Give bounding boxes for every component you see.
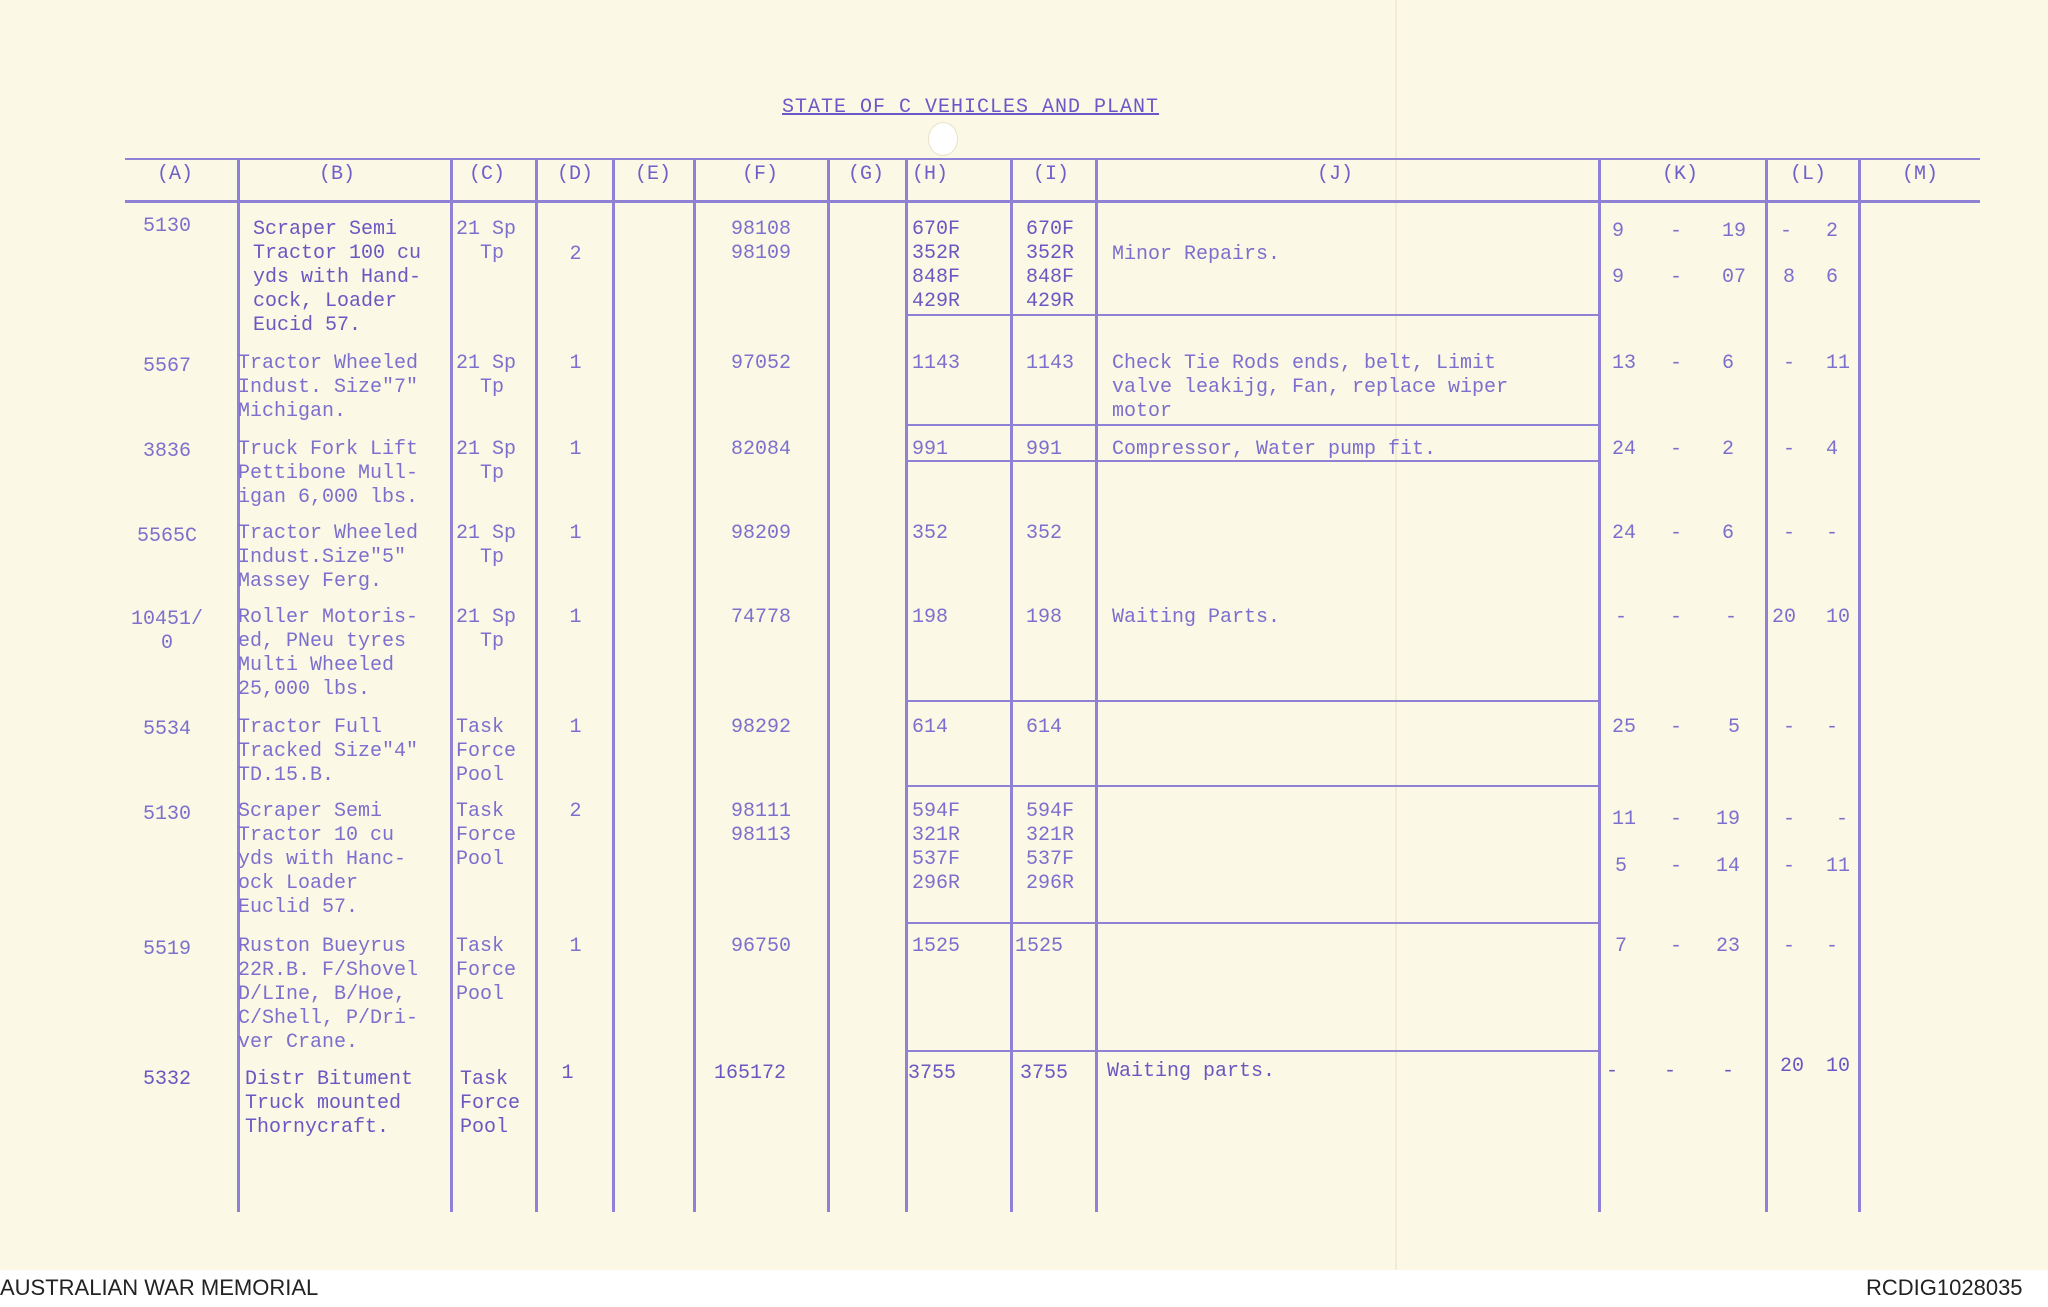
col-header-h: (H) [911,163,948,186]
cell-a: 5519 [142,938,191,961]
cell-k2: 2 [1722,438,1735,461]
col-header-c: (C) [468,163,505,186]
cell-b: Scraper Semi Tractor 100 cu yds with Hand- cock, Loader Eucid 57. [253,218,422,337]
cell-k1: 25 [1612,716,1637,739]
cell-f: 97052 [730,352,791,375]
cell-j: Minor Repairs. [1112,243,1281,266]
dash: - [1670,266,1683,289]
col-rule-m [1858,160,1861,1212]
cell-i: 991 [1026,438,1063,461]
cell-c: 21 Sp Tp [456,606,517,653]
cell-b: Distr Bitument Truck mounted Thornycraft. [245,1068,414,1139]
cell-b: Tractor Full Tracked Size"4" TD.15.B. [238,716,419,787]
dash: - [1783,352,1796,375]
cell-b: Roller Motoris- ed, PNeu tyres Multi Wheeled 25,000 lbs. [238,606,419,701]
cell-c: Task Force Pool [456,716,517,787]
cell-c: 21 Sp Tp [456,522,517,569]
col-rule-f [693,160,696,1212]
col-rule-g [827,160,830,1212]
cell-i: 1143 [1026,352,1075,375]
col-header-i: (I) [1032,163,1069,186]
cell-i: 670F 352R 848F 429R [1026,218,1075,313]
dash: - [1670,808,1683,831]
cell-k1: - [1606,1060,1619,1083]
cell-l1b: 8 [1783,266,1796,289]
col-rule-k [1598,160,1601,1212]
cell-j: Waiting parts. [1107,1060,1276,1083]
cell-l1: - [1783,716,1796,739]
cell-c: 21 Sp Tp [456,352,517,399]
col-header-d: (D) [556,163,593,186]
dash: - [1664,1060,1677,1083]
cell-f: 74778 [730,606,791,629]
dash: - [1670,522,1683,545]
col-rule-d [535,160,538,1212]
cell-k1: 11 [1612,808,1637,831]
cell-d: 2 [569,800,582,823]
cell-k2: - [1722,1060,1735,1083]
cell-l2: 10 [1826,1055,1851,1078]
cell-d: 1 [561,1062,574,1085]
row-rule [905,700,1598,702]
cell-k2b: 07 [1722,266,1747,289]
row-rule [905,314,1598,316]
footer-left: AUSTRALIAN WAR MEMORIAL [0,1275,319,1300]
punch-hole [928,122,958,156]
cell-l2: 10 [1826,606,1851,629]
cell-h: 1143 [912,352,961,375]
col-header-b: (B) [318,163,355,186]
cell-i: 3755 [1020,1062,1069,1085]
cell-a: 5567 [142,355,191,378]
cell-k2: 6 [1722,522,1735,545]
cell-a: 5130 [142,215,191,238]
cell-h: 670F 352R 848F 429R [912,218,961,313]
cell-d: 1 [569,935,582,958]
cell-l2: - [1826,522,1839,545]
cell-f: 98108 98109 [730,218,791,265]
cell-d: 1 [569,606,582,629]
col-header-g: (G) [847,163,884,186]
col-rule-h [905,160,908,1212]
col-header-l: (L) [1789,163,1826,186]
cell-k1b: 5 [1615,855,1628,878]
cell-k1: 13 [1612,352,1637,375]
dash: - [1670,606,1683,629]
cell-f: 98111 98113 [730,800,791,847]
cell-b: Truck Fork Lift Pettibone Mull- igan 6,000 lbs. [238,438,419,509]
dash: - [1783,438,1796,461]
cell-j: Waiting Parts. [1112,606,1281,629]
cell-l1: - [1783,808,1796,831]
cell-l2: 4 [1826,438,1839,461]
cell-d: 1 [569,522,582,545]
col-header-e: (E) [634,163,671,186]
cell-a: 5565C [136,525,197,548]
cell-i: 352 [1026,522,1063,545]
col-header-f: (F) [741,163,778,186]
dash: - [1780,220,1793,243]
paper-fold [1395,0,1397,1270]
row-rule [905,922,1598,924]
col-rule-j [1095,160,1098,1212]
col-rule-c [450,160,453,1212]
cell-i: 1525 [1015,935,1064,958]
cell-k2: 5 [1728,716,1741,739]
row-rule [905,785,1598,787]
cell-l1: - [1783,935,1796,958]
footer-right: RCDIG1028035 [1866,1275,2023,1300]
cell-i: 198 [1026,606,1063,629]
col-rule-l [1765,160,1768,1212]
cell-j: Check Tie Rods ends, belt, Limit valve leakijg, Fan, replace wiper motor [1112,352,1509,423]
cell-k1: 9 [1612,220,1625,243]
cell-d: 1 [569,438,582,461]
cell-c: Task Force Pool [460,1068,521,1139]
cell-b: Ruston Bueyrus 22R.B. F/Shovel D/LIne, B/Hoe, C/Shell, P/Dri- ver Crane. [238,935,419,1054]
cell-k1: - [1615,606,1628,629]
cell-c: Task Force Pool [456,800,517,871]
cell-d: 2 [569,243,582,266]
document-title: STATE OF C VEHICLES AND PLANT [782,96,1160,119]
cell-h: 352 [912,522,949,545]
cell-i: 594F 321R 537F 296R [1026,800,1075,895]
cell-a: 5130 [142,803,191,826]
dash: - [1670,352,1683,375]
row-rule [905,1050,1598,1052]
cell-f: 82084 [730,438,791,461]
cell-c: 21 Sp Tp [456,218,517,265]
cell-l2b: 6 [1826,266,1839,289]
cell-l2: - [1826,716,1839,739]
cell-h: 991 [912,438,949,461]
row-rule [905,424,1598,426]
cell-h: 198 [912,606,949,629]
cell-b: Tractor Wheeled Indust.Size"5" Massey Ferg. [238,522,419,593]
cell-b: Scraper Semi Tractor 10 cu yds with Hanc- ock Loader Euclid 57. [238,800,407,919]
cell-l1: - [1783,522,1796,545]
cell-j: Compressor, Water pump fit. [1112,438,1437,461]
header-bottom-rule [125,200,1980,203]
col-rule-i [1010,160,1013,1212]
cell-k2: 23 [1716,935,1741,958]
cell-l2: - [1836,808,1849,831]
cell-h: 614 [912,716,949,739]
col-rule-e [612,160,615,1212]
col-header-j: (J) [1316,163,1353,186]
cell-k2: 19 [1722,220,1747,243]
col-header-k: (K) [1661,163,1698,186]
dash: - [1670,220,1683,243]
cell-a: 5534 [142,718,191,741]
cell-l1: 20 [1772,606,1797,629]
cell-l2: - [1826,935,1839,958]
dash: - [1670,716,1683,739]
cell-c: 21 Sp Tp [456,438,517,485]
cell-c: Task Force Pool [456,935,517,1006]
cell-a: 10451/ 0 [130,608,203,655]
dash: - [1670,855,1683,878]
cell-i: 614 [1026,716,1063,739]
cell-a: 5332 [142,1068,191,1091]
cell-f: 96750 [730,935,791,958]
cell-h: 594F 321R 537F 296R [912,800,961,895]
cell-k1: 24 [1612,522,1637,545]
cell-f: 98209 [730,522,791,545]
cell-b: Tractor Wheeled Indust. Size"7" Michigan. [238,352,419,423]
cell-f: 165172 [713,1062,786,1085]
cell-d: 1 [569,716,582,739]
cell-k2: - [1725,606,1738,629]
cell-h: 3755 [908,1062,957,1085]
dash: - [1670,935,1683,958]
dash: - [1670,438,1683,461]
cell-f: 98292 [730,716,791,739]
cell-k1: 24 [1612,438,1637,461]
col-header-a: (A) [156,163,193,186]
cell-l2b: 11 [1826,855,1851,878]
cell-h: 1525 [912,935,961,958]
cell-d: 1 [569,352,582,375]
cell-k1: 7 [1615,935,1628,958]
cell-l2: 2 [1826,220,1839,243]
cell-k2: 6 [1722,352,1735,375]
col-header-m: (M) [1901,163,1938,186]
cell-l2: 11 [1826,352,1851,375]
cell-a: 3836 [142,440,191,463]
cell-l1: 20 [1780,1055,1805,1078]
cell-k1b: 9 [1612,266,1625,289]
cell-l1b: - [1783,855,1796,878]
cell-k2b: 14 [1716,855,1741,878]
cell-k2: 19 [1716,808,1741,831]
header-top-rule [125,158,1980,160]
